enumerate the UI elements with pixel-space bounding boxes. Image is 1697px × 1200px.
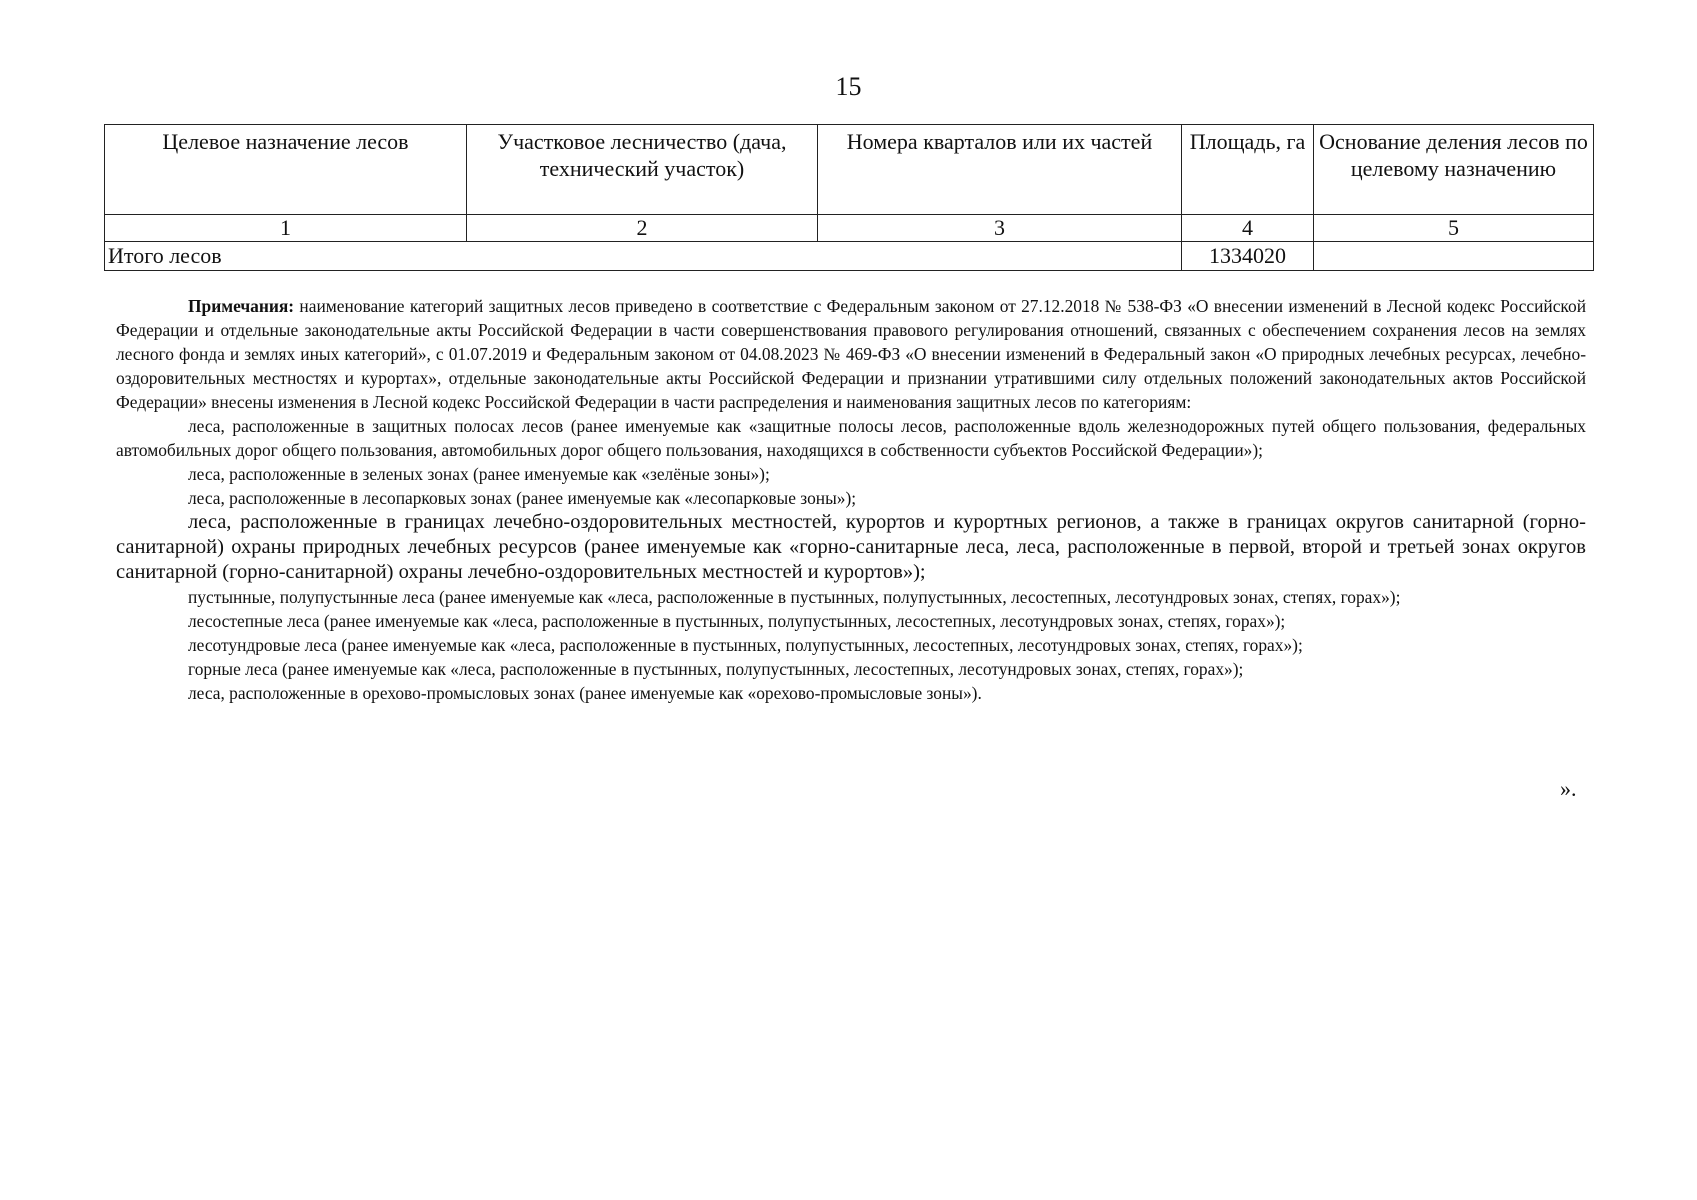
page-number: 15 — [835, 72, 862, 101]
notes-item: леса, расположенные в зеленых зонах (ранее именуемые как «зелёные зоны»); — [188, 464, 770, 484]
notes-item: леса, расположенные в орехово-промысловых зонах (ранее именуемые как «орехово-промысловые зоны»). — [188, 683, 982, 703]
total-row — [105, 242, 1594, 271]
header-area: Площадь, га — [1182, 125, 1314, 215]
total-basis — [1314, 242, 1594, 271]
table-header-row — [105, 125, 1594, 215]
total-label: Итого лесов — [105, 242, 1182, 271]
notes-item: лесостепные леса (ранее именуемые как «леса, расположенные в пустынных, полупустынных, лесостепных, лесотундровых зонах, степях, горах»); — [188, 611, 1286, 631]
notes-section — [116, 294, 1586, 705]
header-division-basis: Основание деления лесов по целевому назначению — [1314, 125, 1594, 215]
column-number: 3 — [818, 215, 1182, 242]
notes-item: леса, расположенные в границах лечебно-оздоровительных местностей, курортов и курортных регионов, а также в границах округов санитарной (горно-санитарной) охраны природных лечебных ресурсов (ранее именуемые как «горно-санитарные леса, леса, расположенные в первой, второй и третьей зонах округов санитарной (горно-санитарной) охраны лечебно-оздоровительных местностей и курортов»); — [116, 511, 1586, 583]
column-number: 4 — [1182, 215, 1314, 242]
column-number-row — [105, 215, 1594, 242]
notes-label: Примечания: — [188, 296, 295, 316]
notes-item: лесотундровые леса (ранее именуемые как «леса, расположенные в пустынных, полупустынных, лесостепных, лесотундровых зонах, степях, горах»); — [188, 635, 1303, 655]
header-quarter-numbers: Номера кварталов или их частей — [818, 125, 1182, 215]
notes-item: горные леса (ранее именуемые как «леса, расположенные в пустынных, полупустынных, лесостепных, лесотундровых зонах, степях, горах»); — [188, 659, 1244, 679]
notes-intro — [116, 294, 1586, 414]
notes-item: пустынные, полупустынные леса (ранее именуемые как «леса, расположенные в пустынных, полупустынных, лесостепных, лесотундровых зонах, степях, горах»); — [188, 587, 1401, 607]
notes-intro-text: наименование категорий защитных лесов приведено в соответствие с Федеральным законом от 27.12.2018 № 538-ФЗ «О внесении изменений в Лесной кодекс Российской Федерации и отдельные законодательные акты Российской Федерации в части совершенствования правового регулирования отношений, связанных с обеспечением сохранения лесов на землях лесного фонда и землях иных категорий», с 01.07.2019 и Федеральным законом от 04.08.2023 № 469-ФЗ «О внесении изменений в Федеральный закон «О природных лечебных ресурсах, лечебно-оздоровительных местностях и курортах», отдельные законодательные акты Российской Федерации и признании утратившими силу отдельных положений законодательных актов Российской Федерации» внесены изменения в Лесной кодекс Российской Федерации в части распределения и наименования защитных лесов по категориям: — [116, 296, 1587, 412]
closing-quote-mark: ». — [1560, 776, 1577, 801]
column-number: 1 — [105, 215, 467, 242]
header-forest-purpose: Целевое назначение лесов — [105, 125, 467, 215]
total-area: 1334020 — [1182, 242, 1314, 271]
forest-purpose-table — [104, 124, 1594, 271]
notes-item: леса, расположенные в защитных полосах лесов (ранее именуемые как «защитные полосы лесов, расположенные вдоль железнодорожных путей общего пользования, федеральных автомобильных дорог общего пользования, автомобильных дорог общего пользования, находящихся в собственности субъектов Российской Федерации»); — [116, 416, 1586, 460]
notes-item: леса, расположенные в лесопарковых зонах (ранее именуемые как «лесопарковые зоны»); — [188, 488, 857, 508]
header-district-forestry: Участковое лесничество (дача, технический участок) — [467, 125, 818, 215]
column-number: 5 — [1314, 215, 1594, 242]
column-number: 2 — [467, 215, 818, 242]
